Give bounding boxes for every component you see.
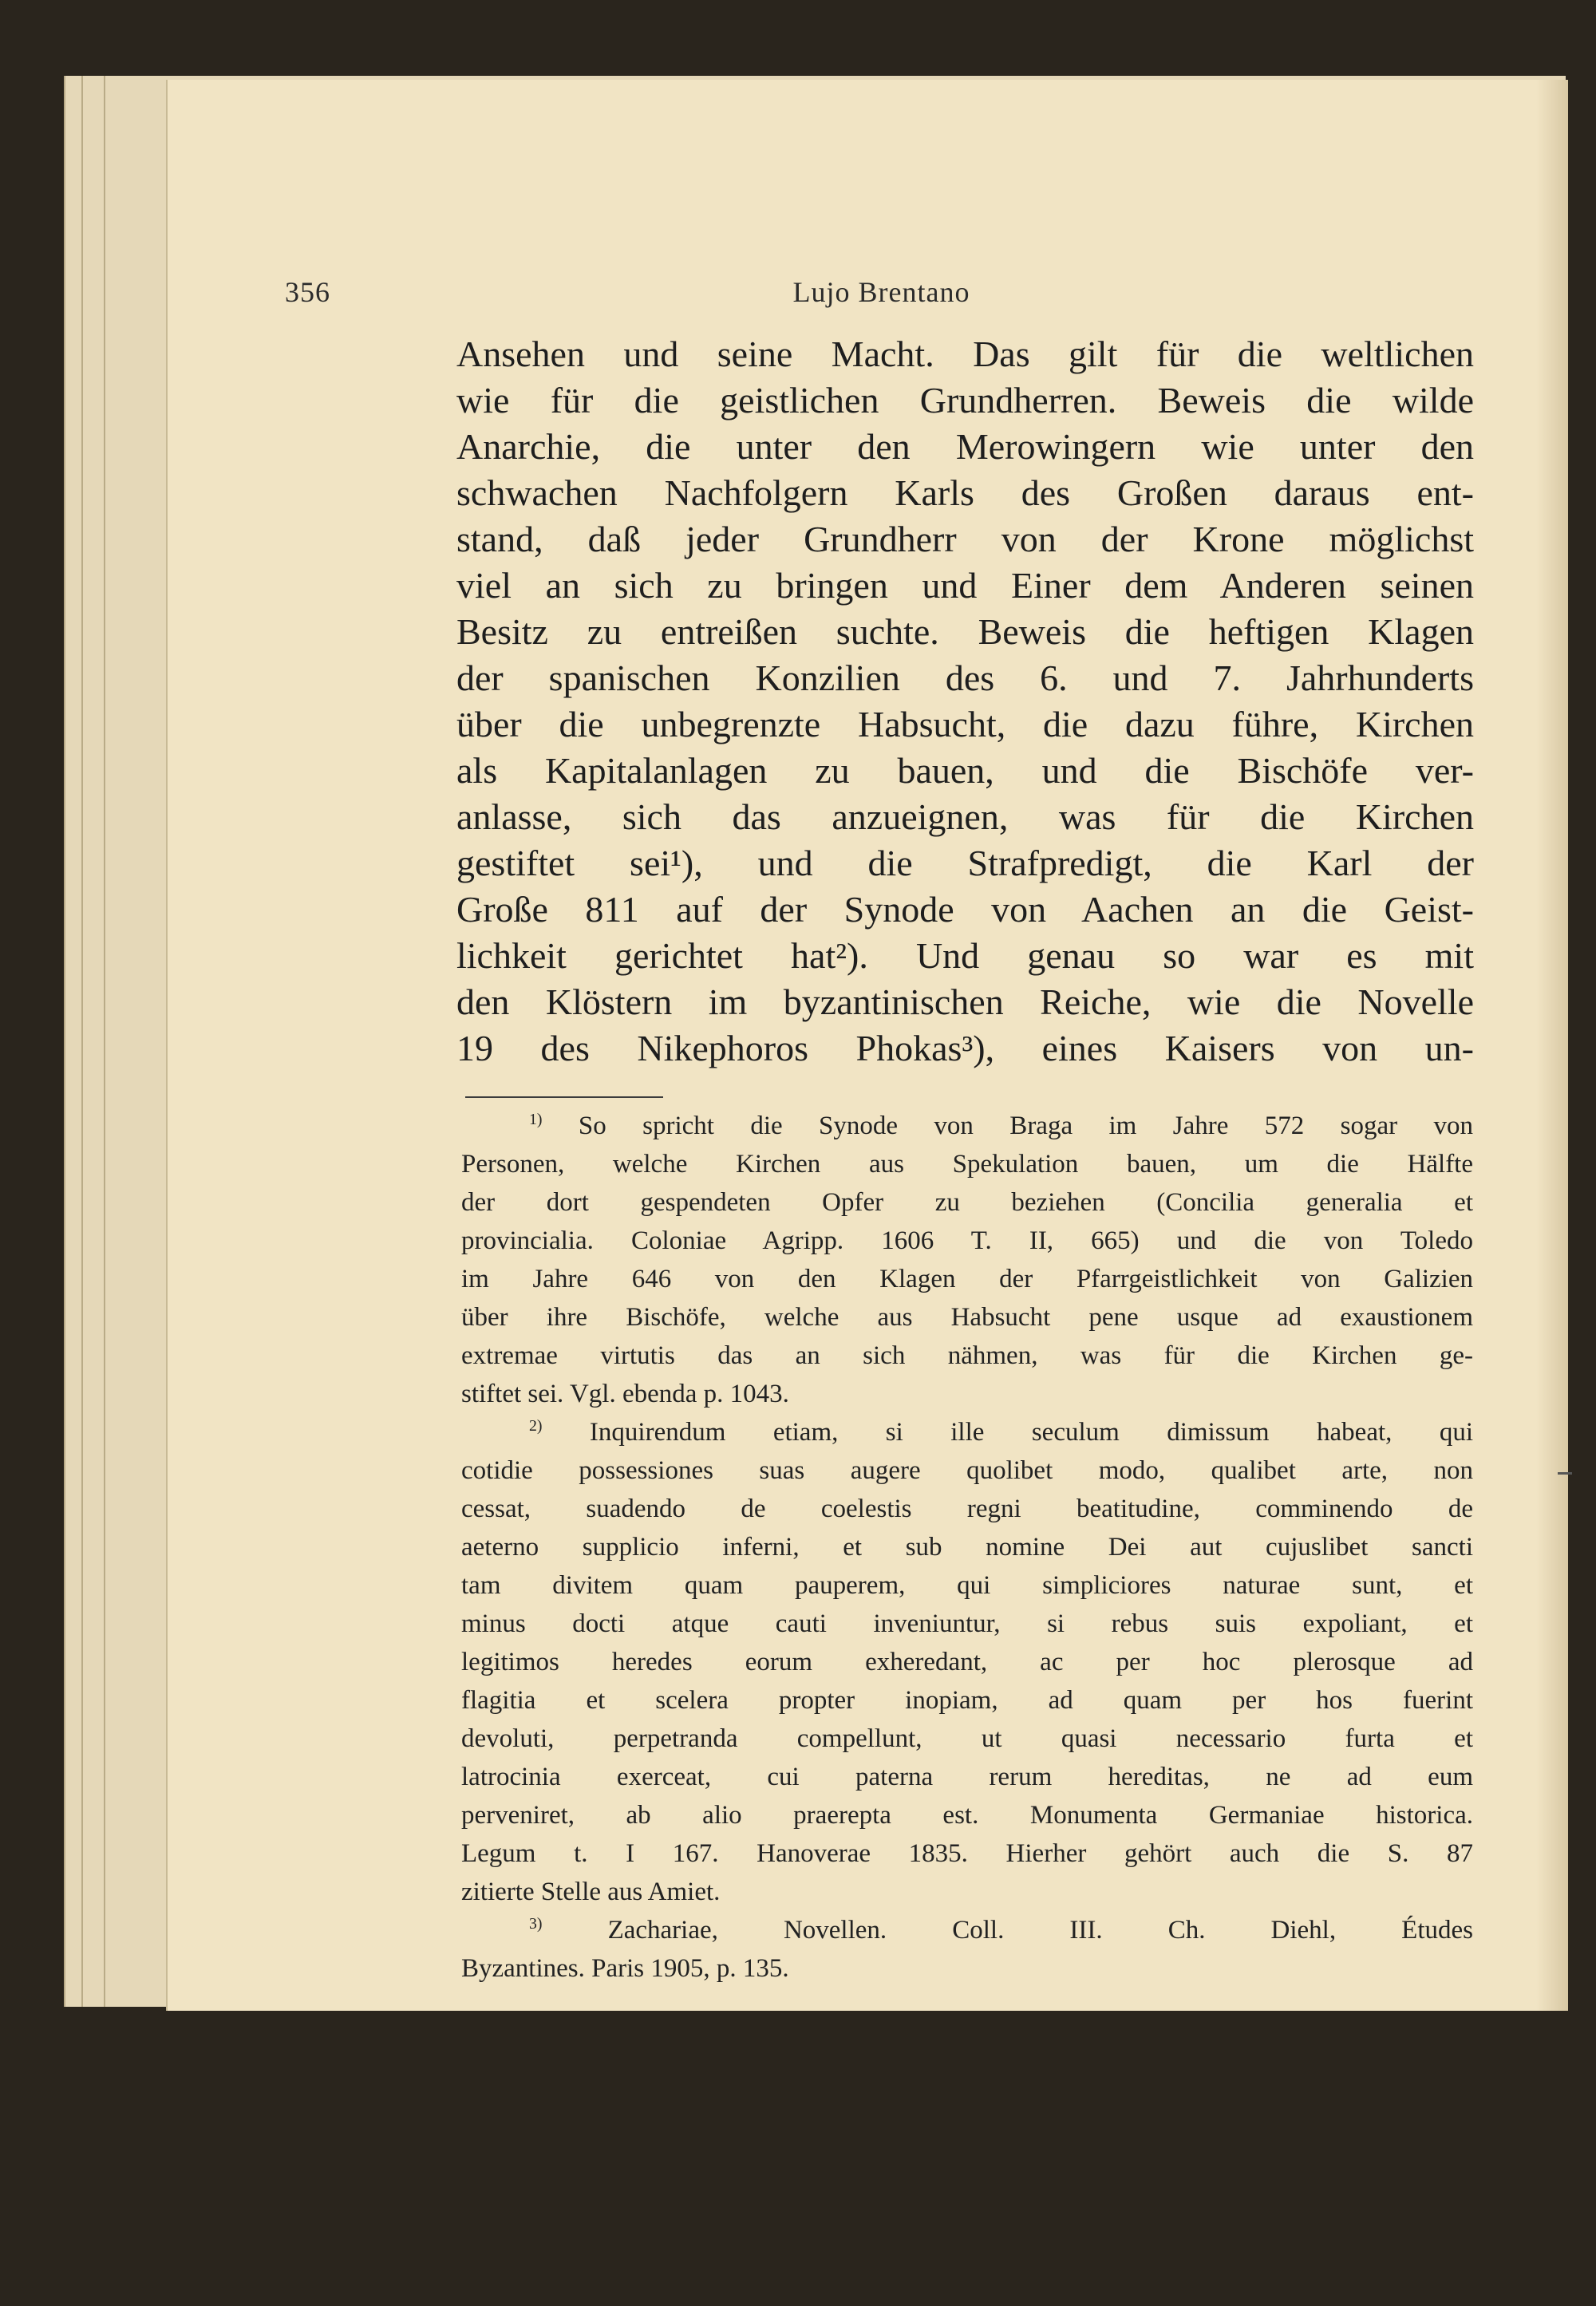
footnote-line: der dort gespendeten Opfer zu beziehen (Concilia generalia et [461,1188,1473,1217]
footnote-line: tam divitem quam pauperem, qui simpliciores naturae sunt, et [461,1571,1473,1600]
footnote-line: provincialia. Coloniae Agripp. 1606 T. II, 665) und die von Toledo [461,1226,1473,1255]
footnote-line: Legum t. I 167. Hanoverae 1835. Hierher gehört auch die S. 87 [461,1839,1473,1868]
text-line: anlasse, sich das anzueignen, was für die Kirchen [456,796,1474,837]
text-line: Besitz zu entreißen suchte. Beweis die heftigen Klagen [456,611,1474,652]
footnote-3 [461,1911,1473,1988]
footnote-line [461,1107,1473,1145]
footnote-line: Personen, welche Kirchen aus Spekulation bauen, um die Hälfte [461,1150,1473,1179]
footnote-line [461,1911,1473,1949]
footnote-line: devoluti, perpetranda compellunt, ut quasi necessario furta et [461,1724,1473,1753]
text-line: gestiftet sei¹), und die Strafpredigt, die Karl der [456,843,1474,883]
footnote-line: aeterno supplicio inferni, et sub nomine Dei aut cujuslibet sancti [461,1533,1473,1562]
footnote-marker: 2) [529,1417,543,1435]
margin-mark [1558,1472,1572,1475]
footnote-line: im Jahre 646 von den Klagen der Pfarrgeistlichkeit von Galizien [461,1265,1473,1293]
footnote-text: So spricht die Synode von Braga im Jahre 572 sogar von [578,1112,1473,1140]
text-line: der spanischen Konzilien des 6. und 7. Jahrhunderts [456,657,1474,698]
footnote-marker: 3) [529,1915,543,1933]
footnote-line: cessat, suadendo de coelestis regni beatitudine, comminendo de [461,1495,1473,1523]
footnote-line: zitierte Stelle aus Amiet. [461,1878,721,1906]
footnote-line [461,1413,1473,1451]
main-text [456,331,1474,1072]
footnote-line: Byzantines. Paris 1905, p. 135. [461,1954,789,1983]
page-gutter [1536,80,1568,2011]
page-number: 356 [285,276,330,308]
text-line: Anarchie, die unter den Merowingern wie unter den [456,426,1474,467]
page-header [285,275,1478,315]
text-line: lichkeit gerichtet hat²). Und genau so war es mit [456,935,1474,976]
footnote-1 [461,1107,1473,1413]
text-line: als Kapitalanlagen zu bauen, und die Bischöfe ver- [456,750,1474,791]
text-line: Ansehen und seine Macht. Das gilt für die weltlichen [456,334,1474,374]
text-line: stand, daß jeder Grundherr von der Krone möglichst [456,519,1474,559]
footnote-2 [461,1413,1473,1911]
footnote-line: extremae virtutis das an sich nähmen, was für die Kirchen ge- [461,1341,1473,1370]
text-line: 19 des Nikephoros Phokas³), eines Kaisers von un- [456,1028,1474,1068]
footnotes [461,1107,1473,1988]
text-line: viel an sich zu bringen und Einer dem Anderen seinen [456,565,1474,606]
text-line: den Klöstern im byzantinischen Reiche, wie die Novelle [456,981,1474,1022]
footnote-rule [465,1096,663,1098]
text-line: Große 811 auf der Synode von Aachen an die Geist- [456,889,1474,930]
text-line: schwachen Nachfolgern Karls des Großen daraus ent- [456,472,1474,513]
footnote-text: Zachariae, Novellen. Coll. III. Ch. Diehl, Études [607,1916,1473,1945]
footnote-line: flagitia et scelera propter inopiam, ad quam per hos fuerint [461,1686,1473,1715]
running-head: Lujo Brentano [792,276,970,308]
footnote-line: minus docti atque cauti inveniuntur, si rebus suis expoliant, et [461,1609,1473,1638]
text-line: über die unbegrenzte Habsucht, die dazu führe, Kirchen [456,704,1474,744]
footnote-line: cotidie possessiones suas augere quolibet modo, qualibet arte, non [461,1456,1473,1485]
footnote-line: latrocinia exerceat, cui paterna rerum hereditas, ne ad eum [461,1763,1473,1791]
text-line: wie für die geistlichen Grundherren. Beweis die wilde [456,380,1474,421]
footnote-line: legitimos heredes eorum exheredant, ac per hoc plerosque ad [461,1648,1473,1676]
footnote-marker: 1) [529,1111,543,1128]
footnote-line: über ihre Bischöfe, welche aus Habsucht pene usque ad exaustionem [461,1303,1473,1332]
footnote-line: perveniret, ab alio praerepta est. Monumenta Germaniae historica. [461,1801,1473,1830]
footnote-text: Inquirendum etiam, si ille seculum dimissum habeat, qui [589,1418,1473,1447]
footnote-line: stiftet sei. Vgl. ebenda p. 1043. [461,1380,789,1408]
